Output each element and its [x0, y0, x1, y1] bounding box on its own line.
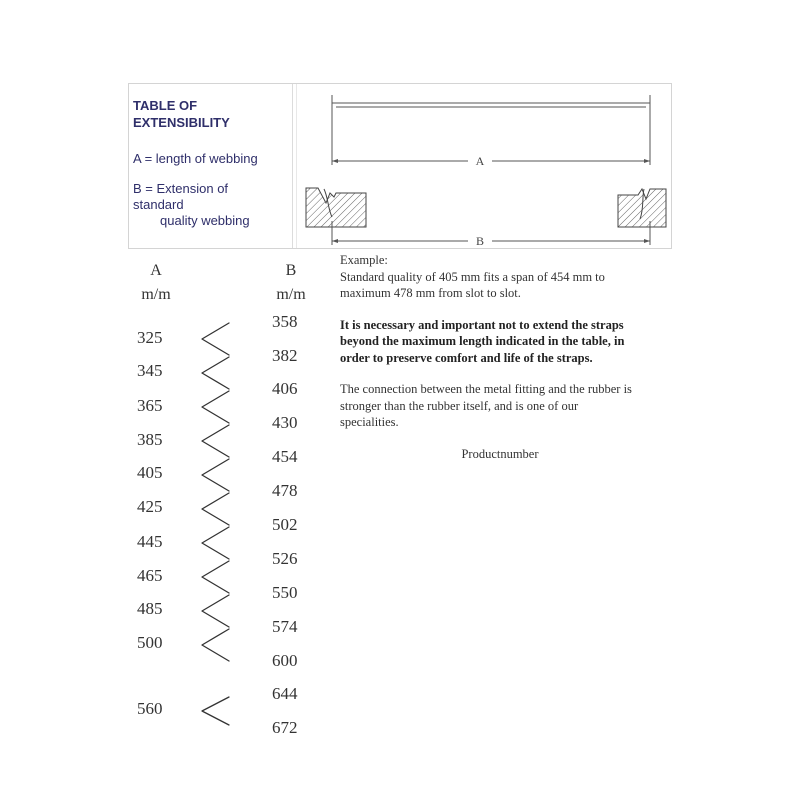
warning-paragraph: It is necessary and important not to extend the straps beyond the maximum length indicated in the table, in order to preserve comfort and life of the straps.: [340, 317, 625, 365]
b-value: 526: [272, 549, 298, 568]
dimension-a-label: A: [475, 154, 485, 168]
b-value: 550: [272, 583, 298, 602]
b-value: 644: [272, 684, 298, 703]
column-b-header: B m/m: [276, 262, 306, 303]
b-value: 574: [272, 617, 298, 636]
fitting-left: [306, 188, 366, 227]
a-value: 485: [137, 599, 163, 618]
chevron-less-than-icon: [202, 629, 229, 661]
example-line: Standard quality of 405 mm fits a span of 454 mm to: [340, 269, 605, 284]
legend: [133, 97, 293, 229]
b-value: 358: [272, 312, 298, 331]
chevron-less-than-icon: [202, 561, 229, 593]
chevron-less-than-icon: [202, 493, 229, 525]
column-a-header: A m/m: [141, 262, 171, 303]
connection-note: The connection between the metal fitting and the rubber is stronger than the rubber itself, and is one of our specialities.: [340, 382, 632, 429]
definition-b: B = Extension of standard quality webbing: [133, 181, 250, 228]
b-value: 382: [272, 346, 298, 365]
panel-divider-inner: [296, 84, 297, 248]
definition-a: A = length of webbing: [133, 151, 258, 166]
chevron-less-than-icon: [202, 697, 229, 725]
b-value: 454: [272, 447, 298, 466]
chevron-less-than-icon: [202, 323, 229, 355]
b-value: 600: [272, 651, 298, 670]
chevron-less-than-icon: [202, 425, 229, 457]
a-value: 500: [137, 633, 163, 652]
a-value: 385: [137, 430, 163, 449]
b-value: 478: [272, 481, 298, 500]
example-line: maximum 478 mm from slot to slot.: [340, 286, 521, 300]
a-value: 405: [137, 463, 163, 482]
explanation-text: [340, 252, 680, 462]
a-value: 345: [137, 361, 163, 380]
dimension-b: [332, 221, 650, 248]
a-value: 325: [137, 328, 163, 347]
b-value: 430: [272, 413, 298, 432]
fitting-right: [618, 189, 666, 227]
b-value: 672: [272, 718, 298, 737]
strap-diagram: [300, 85, 670, 250]
webbing-strap: [332, 95, 650, 165]
chevron-less-than-icon: [202, 357, 229, 389]
b-value: 406: [272, 379, 298, 398]
a-value: 425: [137, 497, 163, 516]
b-value: 502: [272, 515, 298, 534]
chevron-less-than-icon: [202, 595, 229, 627]
dimension-a: [332, 154, 650, 168]
a-value: 365: [137, 396, 163, 415]
chevron-less-than-icon: [202, 527, 229, 559]
a-value: 445: [137, 532, 163, 551]
chevron-column: [195, 315, 235, 735]
dimension-b-label: B: [475, 234, 485, 248]
chevron-less-than-icon: [202, 391, 229, 423]
chevron-less-than-icon: [202, 459, 229, 491]
a-value: 465: [137, 566, 163, 585]
a-value: 560: [137, 699, 163, 718]
legend-title: TABLE OF EXTENSIBILITY: [133, 98, 230, 130]
example-heading: Example:: [340, 253, 388, 267]
product-number-label: Productnumber: [461, 446, 539, 461]
